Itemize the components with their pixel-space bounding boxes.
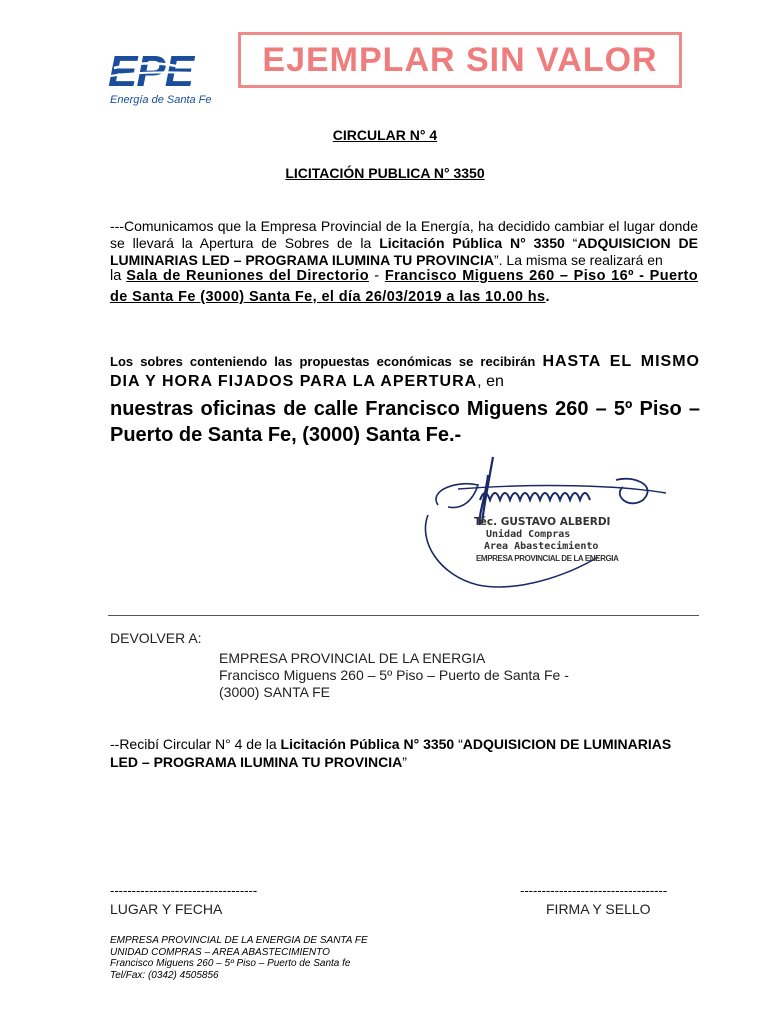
return-line-1: EMPRESA PROVINCIAL DE LA ENERGIA [219, 650, 486, 666]
text-run: “ [454, 736, 463, 752]
text-run: ---Comunicamos que la Empresa Provincial de la Energía, ha decidido cambiar el lugar donde se llevará la Apertura de Sobres de la [110, 218, 698, 251]
place-date-line: ---------------------------------- [110, 883, 258, 898]
watermark-stamp [238, 32, 682, 88]
signature-line: ---------------------------------- [520, 883, 668, 898]
sig-stamp-company: EMPRESA PROVINCIAL DE LA ENERGIA [476, 554, 619, 563]
signature-stamp-label: FIRMA Y SELLO [546, 901, 651, 917]
paragraph-office-address: nuestras oficinas de calle Francisco Miguens 260 – 5º Piso – Puerto de Santa Fe, (3000) Santa Fe.- [110, 398, 700, 446]
logo-subtitle: Energía de Santa Fe [110, 94, 212, 106]
text-run: la [110, 268, 127, 284]
text-run-bold: Licitación Pública N° 3350 [280, 736, 455, 752]
return-address [219, 650, 569, 701]
footer-line-4: Tel/Fax: (0342) 4505856 [110, 969, 219, 981]
footer-contact [110, 935, 368, 981]
text-run-bold: Los sobres conteniendo las propuestas económicas se recibirán [110, 354, 543, 369]
section-divider [108, 615, 699, 616]
sig-stamp-area: Area Abastecimiento [484, 541, 599, 552]
footer-line-3: Francisco Miguens 260 – 5º Piso – Puerto de Santa fe [110, 958, 351, 969]
footer-line-1: EMPRESA PROVINCIAL DE LA ENERGIA DE SANTA FE [110, 935, 368, 946]
text-run-bold: ADQUISICION DE LUMINARIAS LED – PROGRAMA ILUMINA TU PROVINCIA [110, 235, 698, 268]
location-address-date: Francisco Miguens 260 – Piso 16º - Puerto de Santa Fe (3000) Santa Fe, el día 26/03/2019 a las 10.00 hs [110, 268, 698, 305]
return-line-3: (3000) SANTA FE [219, 684, 331, 700]
text-run: ”. La misma se realizará en [493, 252, 663, 268]
text-run-bold: ADQUISICION DE LUMINARIAS LED – PROGRAMA ILUMINA TU PROVINCIA [110, 736, 672, 770]
text-run: - [368, 268, 385, 284]
text-run: . [545, 289, 550, 305]
paragraph-location [110, 266, 698, 308]
receipt-statement [110, 735, 700, 771]
sig-stamp-unit: Unidad Compras [486, 529, 571, 540]
return-line-2: Francisco Miguens 260 – 5º Piso – Puerto de Santa Fe - [219, 667, 569, 683]
deadline-text: HASTA EL MISMO DIA Y HORA FIJADOS PARA LA APERTURA [110, 353, 700, 390]
watermark-text: EJEMPLAR SIN VALOR [262, 40, 658, 79]
licitacion-title: LICITACIÓN PUBLICA N° 3350 [285, 165, 485, 181]
text-run-bold: Licitación Pública N° 3350 [379, 235, 565, 251]
text-run: --Recibí Circular N° 4 de la [110, 736, 281, 752]
handwritten-signature [418, 445, 668, 590]
text-run: , en [477, 373, 504, 390]
paragraph-change-notice [110, 218, 698, 269]
place-date-label: LUGAR Y FECHA [110, 901, 223, 917]
text-run: “ [564, 235, 578, 251]
svg-text:EPE: EPE [108, 47, 194, 96]
return-label: DEVOLVER A: [110, 630, 202, 646]
location-room: Sala de Reuniones del Directorio [126, 268, 369, 284]
text-run: ” [402, 754, 407, 770]
footer-line-2: UNIDAD COMPRAS – AREA ABASTECIMIENTO [110, 946, 330, 958]
sig-stamp-name: Téc. GUSTAVO ALBERDI [474, 516, 611, 528]
circular-title: CIRCULAR N° 4 [332, 127, 438, 143]
paragraph-envelopes [110, 352, 700, 392]
